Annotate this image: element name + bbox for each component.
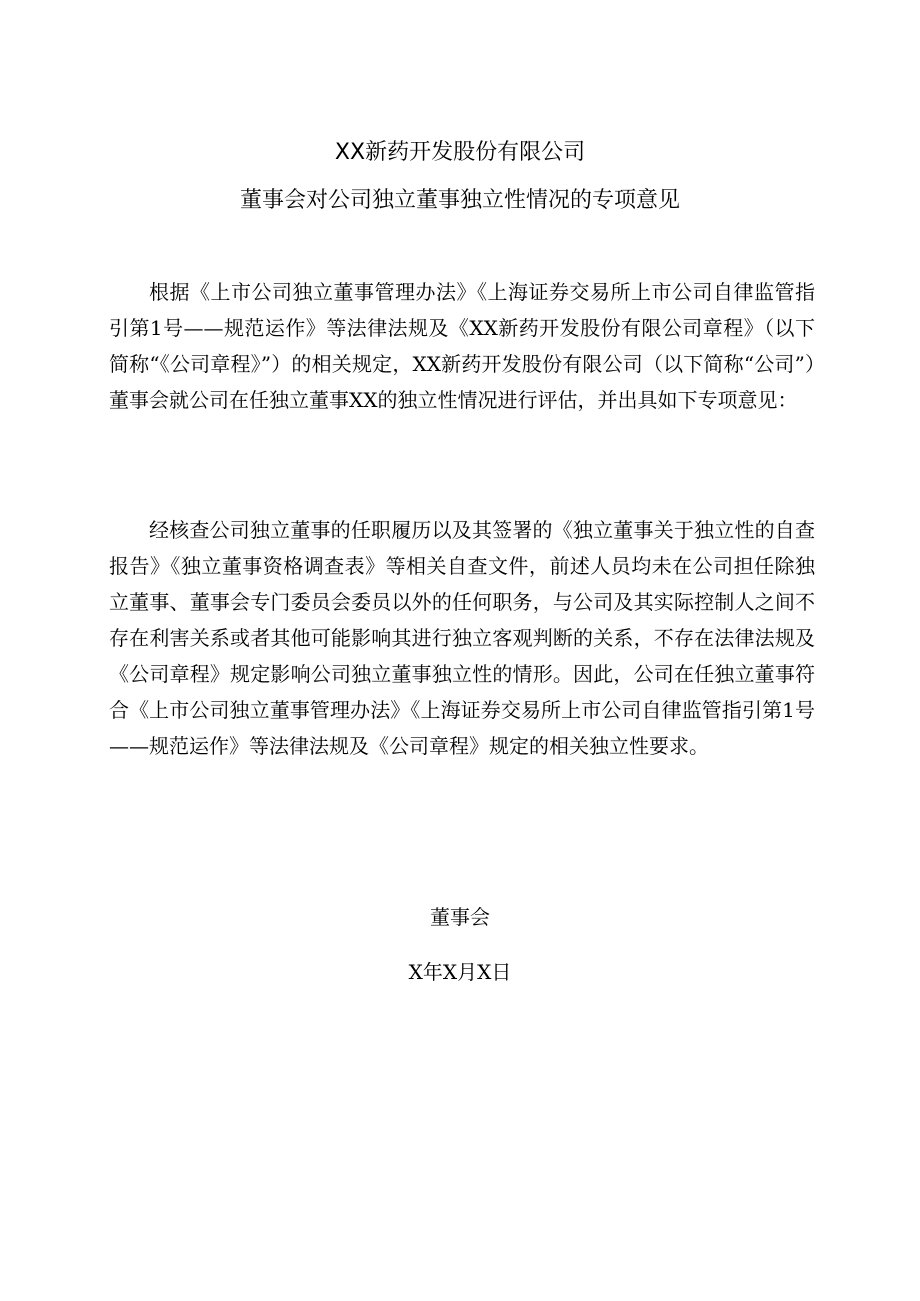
paragraph-text: 根据《上市公司独立董事管理办法》《上海证券交易所上市公司自律监管指引第1号——规范运作》等法律法规及《XX新药开发股份有限公司章程》（以下简称“《公司章程》”）的相关规定，XX新药开发股份有限公司（以下简称“公司”）董事会就公司在任独立董事XX的独立性情况进行评估，并出具如下专项意见： (109, 280, 815, 412)
document-subtitle: 董事会对公司独立董事独立性情况的专项意见 (239, 188, 680, 213)
signature-date: X年X月X日 (408, 960, 512, 984)
paragraph-text: 经核查公司独立董事的任职履历以及其签署的《独立董事关于独立性的自查报告》《独立董事资格调查表》等相关自查文件，前述人员均未在公司担任除独立董事、董事会专门委员会委员以外的任何职务，与公司及其实际控制人之间不存在利害关系或者其他可能影响其进行独立客观判断的关系，不存在法律法规及《公司章程》规定影响公司独立董事独立性的情形。因此，公司在任独立董事符合《上市公司独立董事管理办法》《上海证券交易所上市公司自律监管指引第1号——规范运作》等法律法规及《公司章程》规定的相关独立性要求。 (109, 518, 815, 758)
paragraph-basis (109, 274, 815, 418)
paragraph-review (109, 512, 815, 764)
signature-board: 董事会 (430, 905, 490, 929)
company-title: XX新药开发股份有限公司 (334, 140, 586, 165)
